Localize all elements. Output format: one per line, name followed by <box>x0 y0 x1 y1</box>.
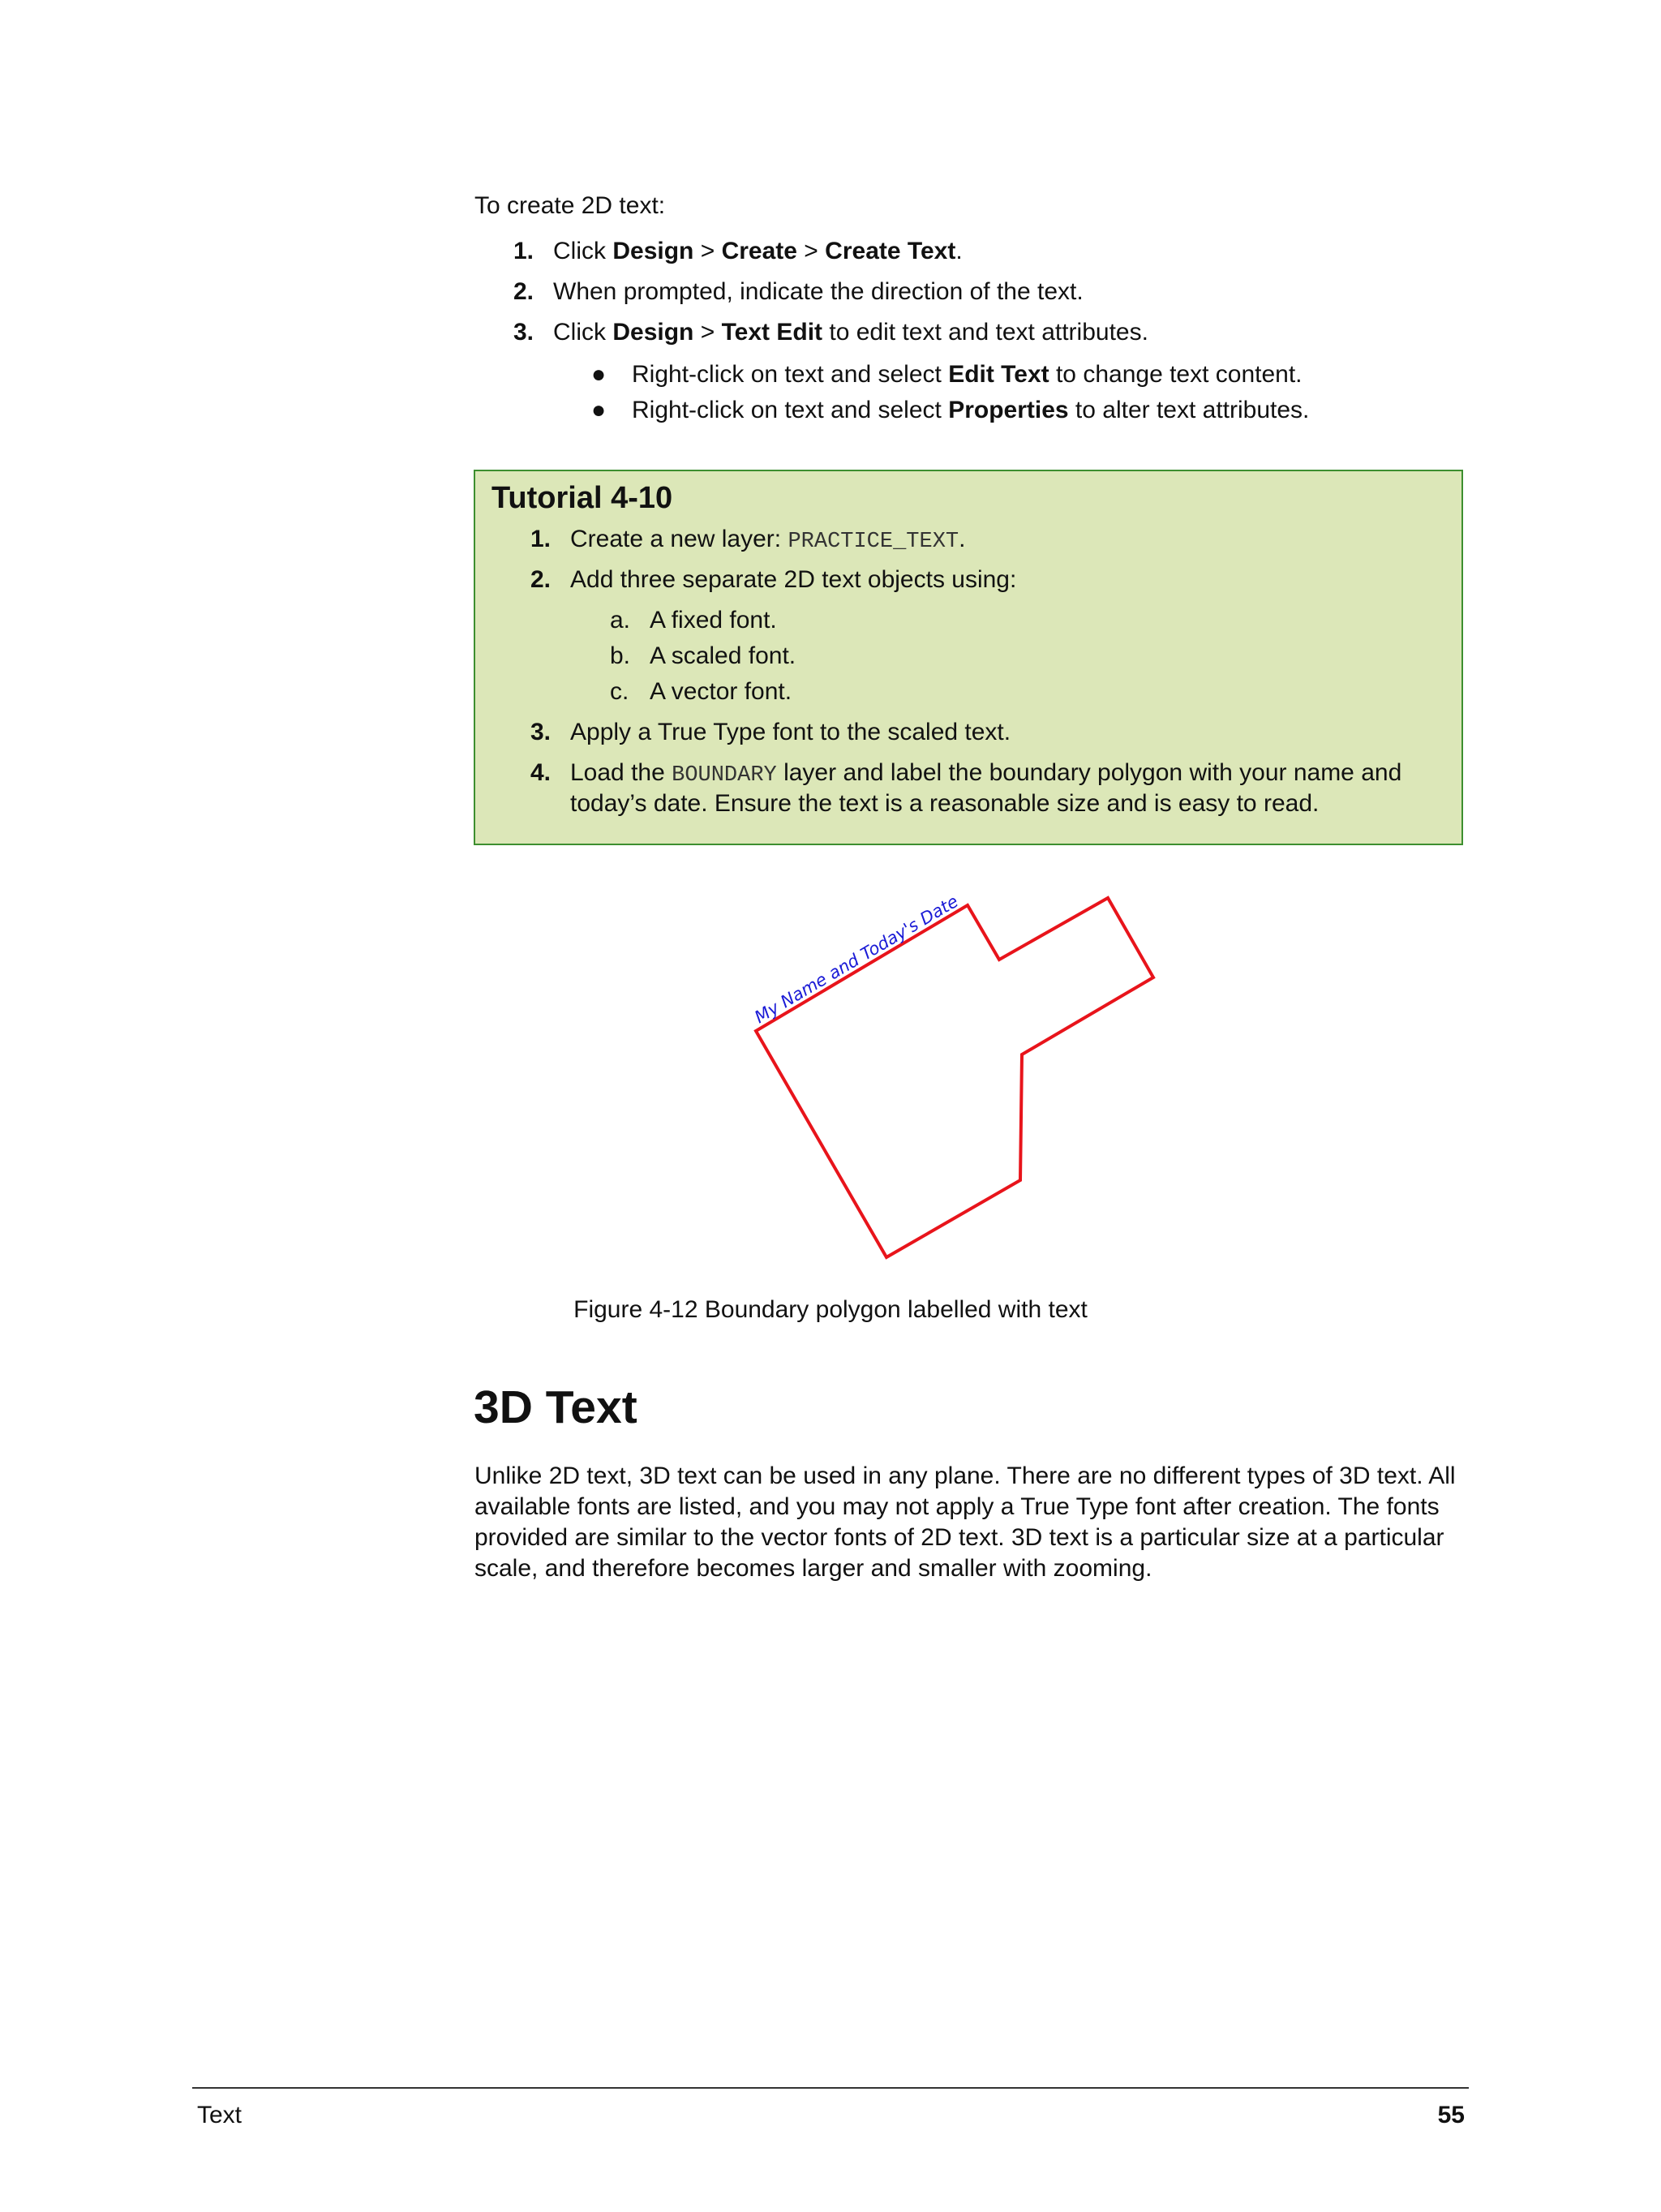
step-number: 3. <box>513 319 534 346</box>
item-number: 3. <box>530 719 552 745</box>
footer-section-title: Text <box>197 2102 242 2128</box>
polygon-label-text: My Name and Today's Date <box>751 891 962 1028</box>
bullet-text: Right-click on text and select Properties to alter text attributes. <box>632 397 1310 423</box>
item-text: today’s date. Ensure the text is a reasonable size and is easy to read. <box>570 790 1320 817</box>
item-text: Apply a True Type font to the scaled text. <box>570 719 1011 745</box>
bullet-icon: ● <box>591 397 607 423</box>
subitem-text: A fixed font. <box>650 607 777 634</box>
layer-name-code: PRACTICE_TEXT <box>788 530 959 554</box>
item-text: Create a new layer: PRACTICE_TEXT. <box>570 526 966 554</box>
bullet-text: Right-click on text and select Edit Text to change text content. <box>632 361 1303 388</box>
step-number: 2. <box>513 278 534 305</box>
footer-divider <box>192 2087 1469 2089</box>
page-number: 55 <box>1437 2102 1465 2128</box>
section-heading: 3D Text <box>474 1381 637 1433</box>
item-text: Load the BOUNDARY layer and label the boundary polygon with your name and <box>570 759 1402 788</box>
step-text: Click Design > Create > Create Text. <box>553 238 963 264</box>
tutorial-title: Tutorial 4-10 <box>491 481 673 515</box>
figure-caption: Figure 4-12 Boundary polygon labelled with text <box>573 1296 1088 1323</box>
step-text: When prompted, indicate the direction of the text. <box>553 278 1084 305</box>
subitem-text: A scaled font. <box>650 642 796 669</box>
bullet-icon: ● <box>591 361 607 388</box>
section-paragraph: Unlike 2D text, 3D text can be used in any plane. There are no different types of 3D text. All available fonts are listed, and you may not apply a True Type font after creation. The fonts provided are similar to the vector fonts of 2D text. 3D text is a particular size at a particular scale, and therefore becomes larger and smaller with zooming. <box>474 1462 1456 1582</box>
layer-name-code: BOUNDARY <box>672 763 777 788</box>
subitem-label: b. <box>610 642 631 669</box>
subitem-label: a. <box>610 607 631 634</box>
item-number: 4. <box>530 759 552 786</box>
step-text: Click Design > Text Edit to edit text and text attributes. <box>553 319 1148 346</box>
step-number: 1. <box>513 238 534 264</box>
boundary-polygon <box>756 898 1153 1257</box>
item-number: 1. <box>530 526 552 552</box>
item-number: 2. <box>530 566 552 593</box>
subitem-label: c. <box>610 678 629 705</box>
intro-text: To create 2D text: <box>474 192 666 219</box>
subitem-text: A vector font. <box>650 678 792 705</box>
item-text: Add three separate 2D text objects using: <box>570 566 1017 593</box>
